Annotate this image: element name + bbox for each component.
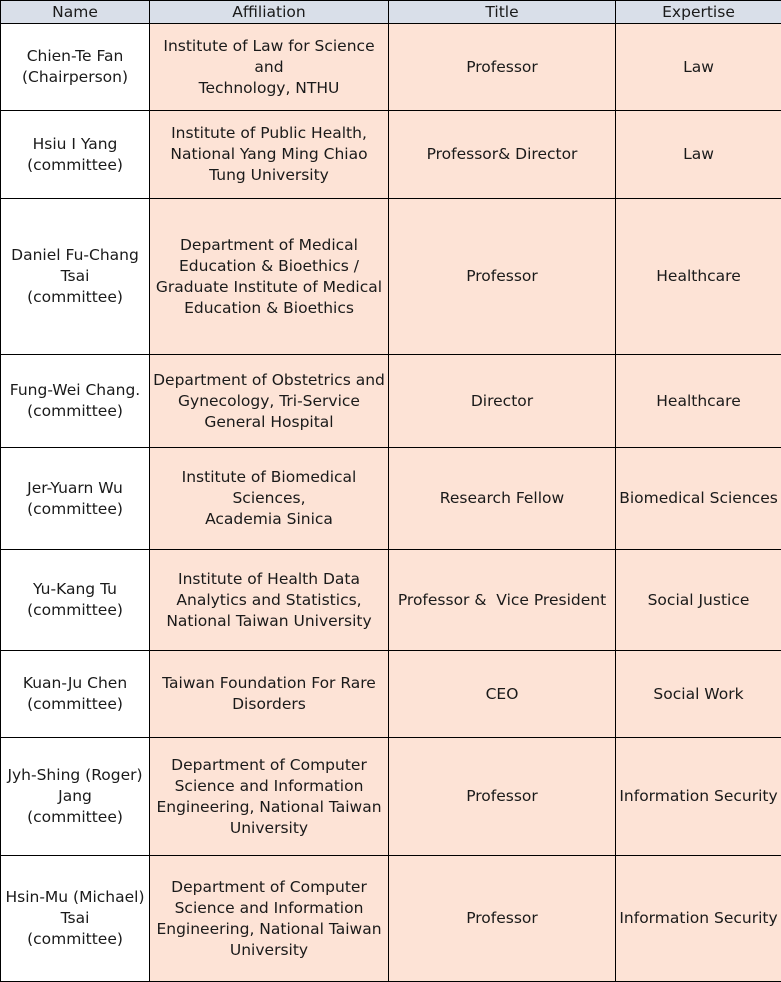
cell-affiliation-line: Tung University bbox=[152, 165, 386, 186]
cell-title: Professor bbox=[389, 856, 616, 982]
cell-name-line: (committee) bbox=[3, 401, 147, 422]
cell-name-line: (committee) bbox=[3, 287, 147, 308]
cell-affiliation-line: Department of Medical bbox=[152, 235, 386, 256]
table-row bbox=[1, 24, 781, 111]
cell-name bbox=[1, 355, 150, 448]
cell-affiliation-line: Graduate Institute of Medical bbox=[152, 277, 386, 298]
table-row bbox=[1, 448, 781, 550]
cell-title: Professor & Vice President bbox=[389, 550, 616, 651]
column-header-name: Name bbox=[1, 1, 150, 24]
cell-affiliation-line: University bbox=[152, 818, 386, 839]
cell-name bbox=[1, 738, 150, 856]
cell-affiliation bbox=[150, 550, 389, 651]
cell-name-line: (committee) bbox=[3, 929, 147, 950]
cell-title: CEO bbox=[389, 651, 616, 738]
cell-affiliation bbox=[150, 738, 389, 856]
cell-affiliation-line: Engineering, National Taiwan bbox=[152, 797, 386, 818]
cell-title: Professor& Director bbox=[389, 111, 616, 199]
header-row bbox=[1, 1, 781, 24]
cell-name-line: (committee) bbox=[3, 499, 147, 520]
cell-title: Professor bbox=[389, 199, 616, 355]
cell-affiliation-line: Department of Computer bbox=[152, 755, 386, 776]
cell-affiliation-line: Analytics and Statistics, bbox=[152, 590, 386, 611]
column-header-affiliation: Affiliation bbox=[150, 1, 389, 24]
column-header-expertise: Expertise bbox=[616, 1, 781, 24]
table-row bbox=[1, 738, 781, 856]
cell-name-line: Yu-Kang Tu bbox=[3, 579, 147, 600]
cell-expertise: Social Work bbox=[616, 651, 781, 738]
table-row bbox=[1, 550, 781, 651]
cell-affiliation-line: University bbox=[152, 940, 386, 961]
cell-expertise: Law bbox=[616, 111, 781, 199]
cell-affiliation-line: Department of Computer bbox=[152, 877, 386, 898]
cell-name-line: Jer-Yuarn Wu bbox=[3, 478, 147, 499]
cell-name-line: (committee) bbox=[3, 807, 147, 828]
column-header-title: Title bbox=[389, 1, 616, 24]
cell-name-line: Hsin-Mu (Michael) bbox=[3, 887, 147, 908]
cell-name bbox=[1, 550, 150, 651]
cell-title: Director bbox=[389, 355, 616, 448]
table-row bbox=[1, 111, 781, 199]
cell-name bbox=[1, 651, 150, 738]
cell-affiliation-line: Gynecology, Tri-Service bbox=[152, 391, 386, 412]
cell-name bbox=[1, 856, 150, 982]
cell-affiliation-line: and bbox=[152, 57, 386, 78]
cell-name bbox=[1, 448, 150, 550]
cell-name-line: Chien-Te Fan bbox=[3, 46, 147, 67]
cell-title: Research Fellow bbox=[389, 448, 616, 550]
table-row bbox=[1, 355, 781, 448]
cell-name-line: (Chairperson) bbox=[3, 67, 147, 88]
cell-affiliation-line: Technology, NTHU bbox=[152, 78, 386, 99]
cell-expertise: Biomedical Sciences bbox=[616, 448, 781, 550]
cell-expertise: Information Security bbox=[616, 856, 781, 982]
cell-affiliation-line: Department of Obstetrics and bbox=[152, 370, 386, 391]
cell-name-line: Hsiu I Yang bbox=[3, 134, 147, 155]
cell-name-line: Kuan-Ju Chen bbox=[3, 673, 147, 694]
cell-affiliation-line: Institute of Health Data bbox=[152, 569, 386, 590]
cell-affiliation-line: Engineering, National Taiwan bbox=[152, 919, 386, 940]
cell-affiliation-line: Science and Information bbox=[152, 776, 386, 797]
cell-affiliation-line: Institute of Public Health, bbox=[152, 123, 386, 144]
cell-affiliation bbox=[150, 355, 389, 448]
cell-name-line: (committee) bbox=[3, 155, 147, 176]
cell-expertise: Information Security bbox=[616, 738, 781, 856]
cell-name-line: (committee) bbox=[3, 694, 147, 715]
cell-affiliation-line: National Yang Ming Chiao bbox=[152, 144, 386, 165]
cell-affiliation-line: Sciences, bbox=[152, 488, 386, 509]
table-row bbox=[1, 856, 781, 982]
cell-name bbox=[1, 111, 150, 199]
cell-affiliation bbox=[150, 24, 389, 111]
cell-affiliation-line: Institute of Biomedical bbox=[152, 467, 386, 488]
cell-name-line: (committee) bbox=[3, 600, 147, 621]
table-row bbox=[1, 199, 781, 355]
table-body bbox=[1, 24, 781, 982]
cell-affiliation-line: General Hospital bbox=[152, 412, 386, 433]
cell-affiliation bbox=[150, 199, 389, 355]
cell-affiliation bbox=[150, 651, 389, 738]
cell-affiliation-line: Institute of Law for Science bbox=[152, 36, 386, 57]
cell-affiliation-line: Taiwan Foundation For Rare bbox=[152, 673, 386, 694]
cell-affiliation bbox=[150, 448, 389, 550]
cell-name-line: Jang bbox=[3, 786, 147, 807]
cell-affiliation-line: Education & Bioethics / bbox=[152, 256, 386, 277]
cell-name-line: Tsai bbox=[3, 908, 147, 929]
cell-affiliation-line: Disorders bbox=[152, 694, 386, 715]
cell-name bbox=[1, 24, 150, 111]
cell-title: Professor bbox=[389, 24, 616, 111]
cell-expertise: Healthcare bbox=[616, 199, 781, 355]
cell-affiliation-line: National Taiwan University bbox=[152, 611, 386, 632]
cell-affiliation bbox=[150, 111, 389, 199]
cell-title: Professor bbox=[389, 738, 616, 856]
cell-affiliation-line: Science and Information bbox=[152, 898, 386, 919]
cell-expertise: Law bbox=[616, 24, 781, 111]
cell-affiliation-line: Education & Bioethics bbox=[152, 298, 386, 319]
cell-name-line: Daniel Fu-Chang bbox=[3, 245, 147, 266]
cell-name-line: Jyh-Shing (Roger) bbox=[3, 765, 147, 786]
cell-name-line: Fung-Wei Chang. bbox=[3, 380, 147, 401]
cell-affiliation bbox=[150, 856, 389, 982]
table-row bbox=[1, 651, 781, 738]
cell-name bbox=[1, 199, 150, 355]
cell-expertise: Healthcare bbox=[616, 355, 781, 448]
cell-expertise: Social Justice bbox=[616, 550, 781, 651]
cell-name-line: Tsai bbox=[3, 266, 147, 287]
cell-affiliation-line: Academia Sinica bbox=[152, 509, 386, 530]
